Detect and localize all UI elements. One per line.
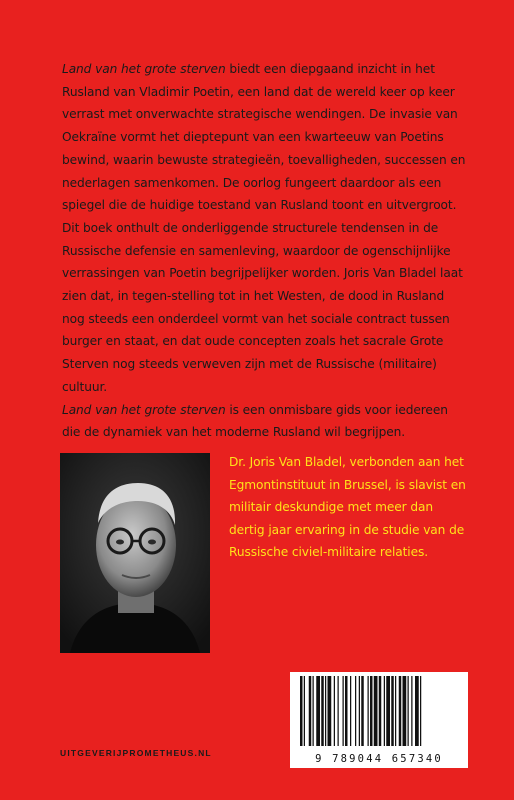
book-title-italic: Land van het grote sterven: [62, 62, 226, 76]
blurb-paragraph-1: [62, 58, 466, 217]
book-title-italic: Land van het grote sterven: [62, 402, 226, 417]
blurb-paragraph-2: Dit boek onthult de onderliggende structurele tendensen in de Russische defensie en samenleving, waardoor de ogenschijnlijke verrassingen van Poetin begrijpelijker worden. Joris Van Bladel laat zien dat, in tegen-stelling tot in het Westen, de dood in Rusland nog steeds een onderdeel vormt van het sociale contract tussen burger en staat, en dat oude concepten zoals het sacrale Grote Sterven nog steeds verweven zijn met de Russische (militaire) cultuur.: [62, 220, 463, 394]
publisher-url: UITGEVERIJPROMETHEUS.NL: [60, 748, 212, 758]
author-bio: Dr. Joris Van Bladel, verbonden aan het Egmontinstituut in Brussel, is slavist en militair deskundige met meer dan dertig jaar ervaring in de studie van de Russische civiel-militaire relaties.: [229, 455, 466, 559]
blurb-text: biedt een diepgaand inzicht in het Rusland van Vladimir Poetin, een land dat de wereld keer op keer verrast met onverwachte strategische wendingen. De invasie van Oekraïne vormt het dieptepunt van een kwarteeuw van Poetins bewind, waarin bewuste strategieën, toevalligheden, successen en nederlagen samenkomen. De oorlog fungeert daardoor als een spiegel die de huidige toestand van Rusland toont en uitvergroot.: [62, 62, 466, 213]
blurb-paragraph-3: [62, 399, 466, 444]
author-photo: [60, 453, 210, 653]
isbn-number: 9 789044 657340: [315, 753, 443, 765]
book-blurb: [62, 58, 466, 444]
blurb-text: is een onmisbare gids voor iedereen die de dynamiek van het moderne Rusland wil begrijpen.: [62, 402, 448, 440]
isbn-barcode: [290, 672, 468, 768]
barcode-bars: [290, 672, 468, 752]
